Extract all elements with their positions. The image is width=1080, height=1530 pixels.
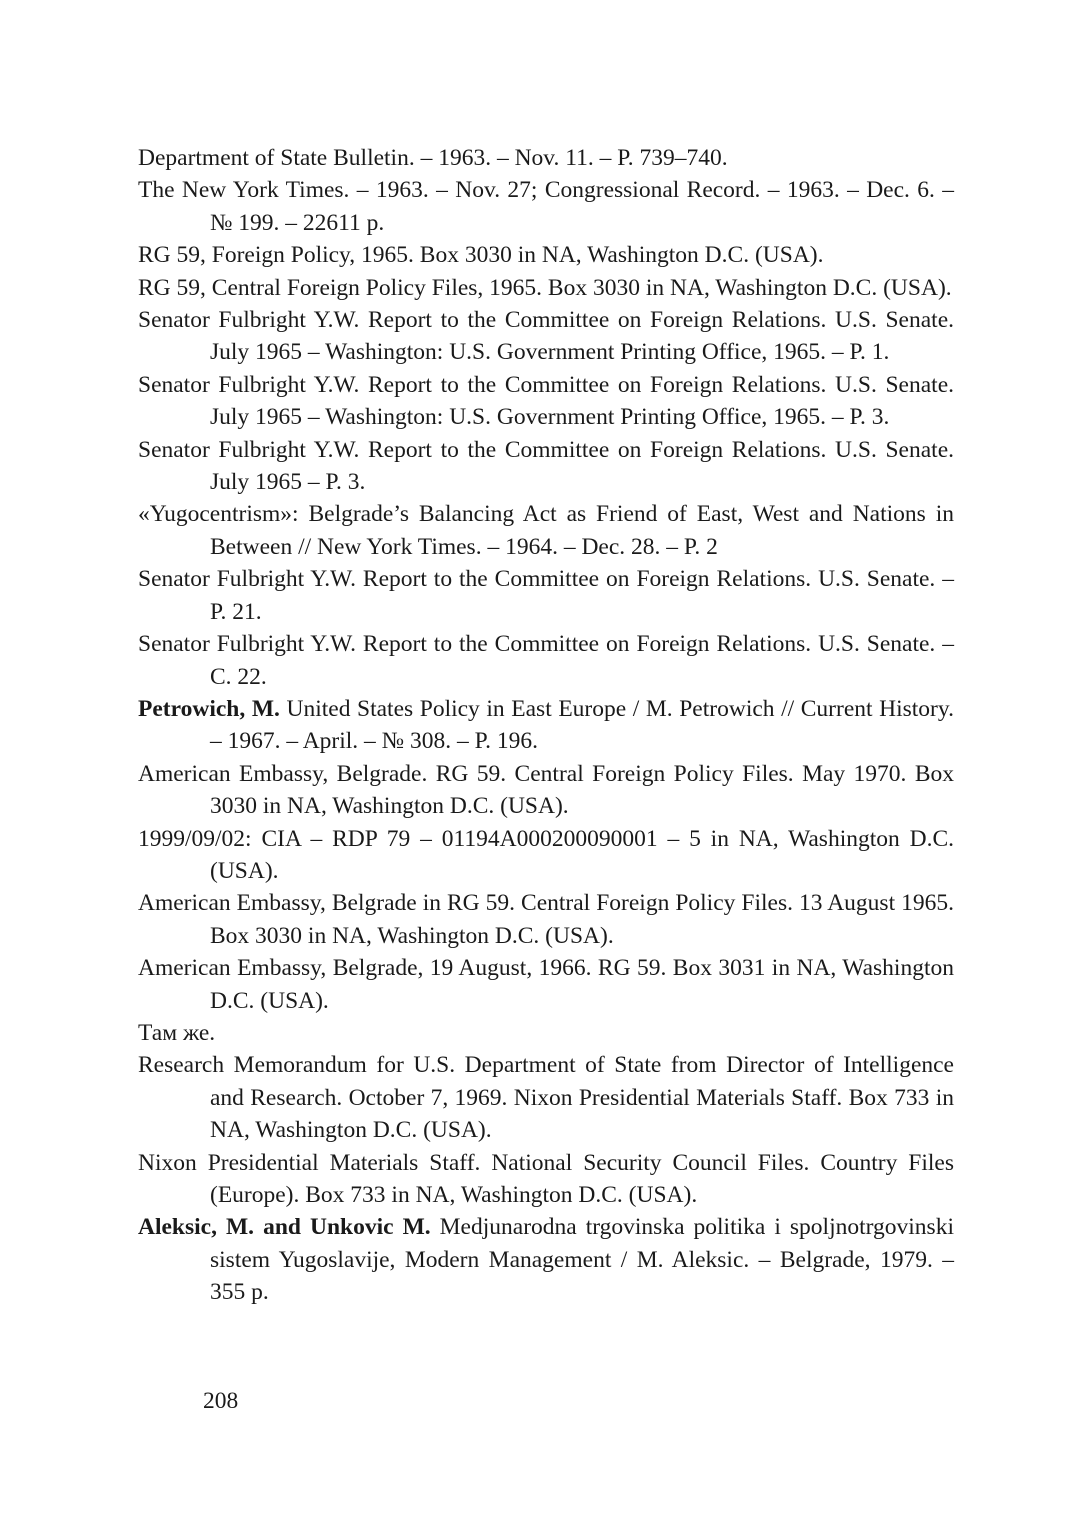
reference-text: 1999/09/02: CIA – RDP 79 – 01194A000200090001 – 5 in NA, Washington D.C. (USA). — [138, 825, 954, 884]
reference-text: Department of State Bulletin. – 1963. – Nov. 11. – P. 739–740. — [138, 145, 728, 171]
reference-text: Research Memorandum for U.S. Department of State from Director of Intelligence and Research. October 7, 1969. Nixon Presidential Materials Staff. Box 733 in NA, Washington D.C. (USA). — [138, 1052, 954, 1144]
reference-item — [138, 628, 954, 693]
reference-item — [138, 272, 954, 304]
reference-item — [138, 142, 954, 174]
reference-item — [138, 1147, 954, 1212]
reference-item — [138, 239, 954, 271]
reference-item — [138, 758, 954, 823]
reference-text: Senator Fulbright Y.W. Report to the Committee on Foreign Relations. U.S. Senate. – P. 21. — [138, 566, 954, 625]
reference-text: United States Policy in East Europe / M. Petrowich // Current History. – 1967. – April. – № 308. – P. 196. — [210, 695, 954, 755]
reference-item — [138, 1049, 954, 1146]
reference-text: Senator Fulbright Y.W. Report to the Committee on Foreign Relations. U.S. Senate. July 1965 – P. 3. — [138, 436, 954, 496]
reference-text: «Yugocentrism»: Belgrade’s Balancing Act as Friend of East, West and Nations in Between // New York Times. – 1964. – Dec. 28. – P. 2 — [138, 501, 954, 560]
reference-item — [138, 498, 954, 563]
reference-text: The New York Times. – 1963. – Nov. 27; Congressional Record. – 1963. – Dec. 6. – № 199. – 22611 p. — [138, 177, 954, 236]
reference-item — [138, 823, 954, 888]
reference-item — [138, 952, 954, 1017]
reference-text: Nixon Presidential Materials Staff. National Security Council Files. Country Files (Europe). Box 733 in NA, Washington D.C. (USA). — [138, 1149, 954, 1208]
reference-item — [138, 174, 954, 239]
reference-text: Senator Fulbright Y.W. Report to the Committee on Foreign Relations. U.S. Senate. – C. 22. — [138, 631, 954, 690]
reference-item — [138, 693, 954, 758]
reference-item — [138, 304, 954, 369]
reference-item — [138, 563, 954, 628]
reference-item — [138, 434, 954, 499]
reference-item — [138, 887, 954, 952]
reference-text: Там же. — [138, 1019, 216, 1046]
reference-text: RG 59, Central Foreign Policy Files, 1965. Box 3030 in NA, Washington D.C. (USA). — [138, 274, 952, 301]
reference-item — [138, 1211, 954, 1308]
reference-author: Petrowich, M. — [138, 695, 280, 722]
reference-text: American Embassy, Belgrade, 19 August, 1966. RG 59. Box 3031 in NA, Washington D.C. (USA). — [138, 955, 954, 1014]
reference-item — [138, 369, 954, 434]
reference-item — [138, 1017, 954, 1049]
reference-text: RG 59, Foreign Policy, 1965. Box 3030 in NA, Washington D.C. (USA). — [138, 242, 824, 269]
reference-text: American Embassy, Belgrade. RG 59. Central Foreign Policy Files. May 1970. Box 3030 in NA, Washington D.C. (USA). — [138, 760, 954, 820]
reference-text: Senator Fulbright Y.W. Report to the Committee on Foreign Relations. U.S. Senate. July 1965 – Washington: U.S. Government Printing Office, 1965. – P. 1. — [138, 307, 954, 366]
page-number: 208 — [203, 1388, 239, 1414]
reference-author: Aleksic, M. and Unkovic M. — [138, 1214, 431, 1241]
reference-text: American Embassy, Belgrade in RG 59. Central Foreign Policy Files. 13 August 1965. Box 3030 in NA, Washington D.C. (USA). — [138, 890, 954, 949]
reference-text: Medjunarodna trgovinska politika i spoljnotrgovinski sistem Yugoslavije, Modern Management / M. Aleksic. – Belgrade, 1979. – 355 p. — [210, 1214, 954, 1306]
reference-text: Senator Fulbright Y.W. Report to the Committee on Foreign Relations. U.S. Senate. July 1965 – Washington: U.S. Government Printing Office, 1965. – P. 3. — [138, 371, 954, 431]
reference-list — [138, 142, 954, 1309]
